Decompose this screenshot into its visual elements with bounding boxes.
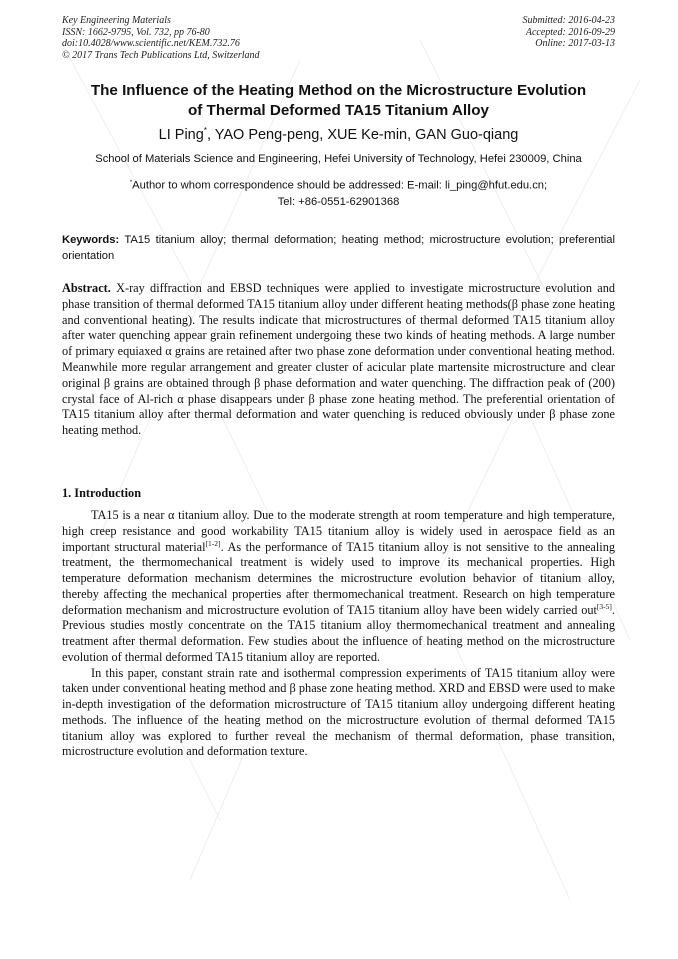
- other-authors: , YAO Peng-peng, XUE Ke-min, GAN Guo-qiang: [206, 126, 519, 143]
- intro-p1-part-a: TA15 is a near α titanium alloy. Due to the moderate strength at room temperature and high temperature, high creep resistance and good workability TA15 titanium alloy is widely used in aerospace field as an important structural material: [62, 508, 615, 554]
- introduction-body: [62, 508, 615, 760]
- abstract-text: X-ray diffraction and EBSD techniques were applied to investigate microstructure evolution and phase transition of thermal deformed TA15 titanium alloy under different heating methods(β phase zone heating and conventional heating). The results indicate that microstructures of thermal deformed TA15 titanium alloy after water quenching appear grain refinement undergoing these two kinds of heating methods. A large number of primary equiaxed α grains are retained after two phase zone deformation under conventional heating method. Meanwhile more regular arrangement and greater cluster of acicular plate martensite microstructure and clear original β grains are obtained through β phase deformation and water quenching. The diffraction peak of (200) crystal face of Al-rich α phase disappears under β phase zone heating method. The preferential orientation of TA15 titanium alloy after thermal deformation and water quenching is reduced obviously under β phase zone heating method.: [62, 281, 615, 438]
- submitted-date: Submitted: 2016-04-23: [522, 15, 615, 26]
- section-heading-introduction: 1. Introduction: [62, 486, 142, 500]
- journal-issn: ISSN: 1662-9795, Vol. 732, pp 76-80: [62, 26, 210, 38]
- correspondence-mark: *: [129, 180, 133, 186]
- keywords-text: TA15 titanium alloy; thermal deformation; heating method; microstructure evolution; preferential orientation: [62, 234, 615, 262]
- journal-name: Key Engineering Materials: [62, 15, 171, 26]
- keywords-label: Keywords:: [62, 234, 120, 246]
- first-author: LI Ping: [158, 126, 204, 143]
- abstract-label: Abstract.: [62, 281, 111, 295]
- intro-paragraph-1: [62, 508, 615, 666]
- journal-doi: doi:10.4028/www.scientific.net/KEM.732.76: [62, 38, 240, 49]
- journal-copyright: © 2017 Trans Tech Publications Ltd, Switzerland: [62, 49, 260, 61]
- citation-1-2: [1-2]: [205, 538, 221, 548]
- intro-p1-part-b: . As the performance of TA15 titanium alloy is not sensitive to the annealing treatment, the thermomechanical treatment is widely used to improve its mechanical properties. High temperature deformation mechanism determines the microstructure evolution behavior of titanium alloy, thereby affecting the mechanical properties after thermomechanical treatment. Research on high temperature deformation mechanism and microstructure evolution of TA15 titanium alloy have been widely carried out: [62, 539, 616, 617]
- corresponding-mark: *: [203, 126, 207, 135]
- abstract: [62, 281, 615, 439]
- journal-header-left: [62, 15, 260, 61]
- intro-paragraph-2: In this paper, constant strain rate and isothermal compression experiments of TA15 titanium alloy were taken under conventional heating method and β phase zone heating method. XRD and EBSD were used to make in-depth investigation of the deformation microstructure of TA15 titanium alloy undergoing different heating methods. The influence of the heating method on the microstructure evolution of thermal deformed TA15 titanium alloy was explored to further reveal the mechanism of thermal deformation, phase transition, microstructure evolution and deformation texture.: [62, 665, 615, 759]
- online-date: Online: 2017-03-13: [535, 38, 615, 49]
- correspondence: [62, 175, 615, 210]
- paper-title: [62, 81, 615, 120]
- citation-3-5: [3-5]: [596, 601, 612, 611]
- title-line-1: The Influence of the Heating Method on the Microstructure Evolution: [90, 82, 587, 99]
- intro-p1-part-c: . Previous studies mostly concentrate on the TA15 titanium alloy thermomechanical treatment and annealing treatment after thermal deformation. Few studies about the influence of heating method on the microstructure evolution of thermal deformed TA15 titanium alloy are reported.: [62, 602, 615, 664]
- author-list: [62, 126, 615, 143]
- title-line-2: of Thermal Deformed TA15 Titanium Alloy: [188, 101, 489, 119]
- affiliation: School of Materials Science and Engineering, Hefei University of Technology, Hefei 230009, China: [95, 153, 582, 165]
- correspondence-email: Author to whom correspondence should be addressed: E-mail: li_ping@hfut.edu.cn;: [132, 179, 548, 192]
- correspondence-phone: Tel: +86-0551-62901368: [277, 195, 400, 208]
- keywords: [62, 232, 615, 264]
- journal-header-right: [523, 15, 616, 50]
- accepted-date: Accepted: 2016-09-29: [525, 26, 615, 38]
